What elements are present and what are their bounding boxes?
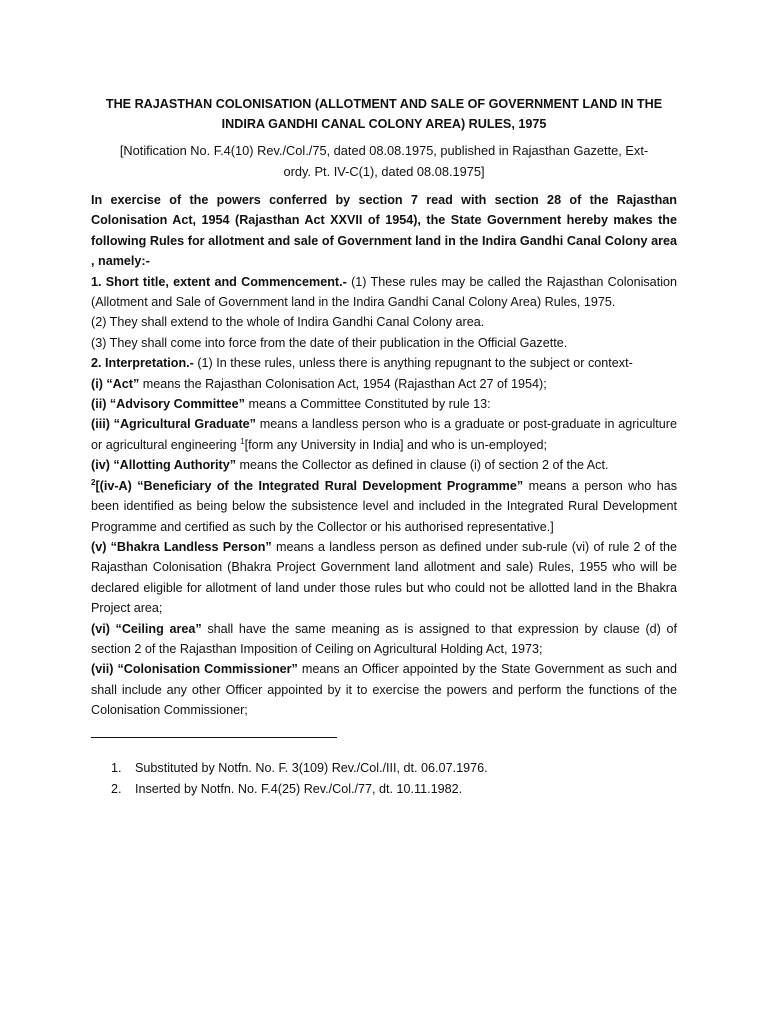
definition-vii-text: means an Officer appointed by the State Government as such and shall include any other Officer appointed by it to exercise the powers and perform the functions of the Colonisation Commissioner;: [91, 662, 678, 718]
definition-iii: [91, 414, 677, 455]
definition-vi-text: shall have the same meaning as is assigned to that expression by clause (d) of section 2 of the Rajasthan Imposition of Ceiling on Agricultural Holding Act, 1973;: [91, 621, 677, 656]
document-title: [91, 94, 677, 134]
footnotes-list: [111, 758, 677, 800]
rule-2-heading: 2. Interpretation.-: [91, 356, 194, 371]
title-line-2: INDIRA GANDHI CANAL COLONY AREA) RULES, 1975: [221, 117, 547, 131]
preamble: In exercise of the powers conferred by section 7 read with section 28 of the Rajasthan Colonisation Act, 1954 (Rajasthan Act XXVII of 1954), the State Government hereby makes the following Rules for allotment and sale of Government land in the Indira Gandhi Canal Colony area , namely:-: [91, 193, 677, 269]
title-line-1: THE RAJASTHAN COLONISATION (ALLOTMENT AND SALE OF GOVERNMENT LAND IN THE: [105, 97, 663, 111]
footnote-item: [111, 758, 677, 779]
definition-i: [91, 374, 677, 394]
rule-1-text: (1) These rules may be called the Rajasthan Colonisation (Allotment and Sale of Government land in the Indira Gandhi Canal Colony Area) Rules, 1975.: [91, 274, 677, 310]
footnote-text: Substituted by Notfn. No. F. 3(109) Rev./Col./III, dt. 06.07.1976.: [135, 760, 488, 775]
rule-1-heading: 1. Short title, extent and Commencement.-: [91, 274, 347, 289]
notification-line-1: [Notification No. F.4(10) Rev./Col./75, dated 08.08.1975, published in Rajasthan Gazette, Ext-: [119, 143, 649, 158]
footnote-marker-1: 1: [240, 436, 245, 446]
definition-iv-a-text: means a person who has been identified as being below the subsistence level and included in the Integrated Rural Development Programme and certified as such by the Collector or his authorised representative.]: [91, 478, 678, 534]
definition-iv: [91, 455, 677, 475]
definition-vii: [91, 659, 677, 720]
footnote-number: 1.: [111, 760, 122, 775]
definition-iv-term: (iv) “Allotting Authority”: [91, 458, 237, 473]
rule-1: [91, 272, 677, 313]
definition-iii-term: (iii) “Agricultural Graduate”: [91, 417, 256, 432]
rule-1-sub-2: (2) They shall extend to the whole of Indira Gandhi Canal Colony area.: [91, 315, 485, 330]
definition-iv-a-term: [(iv-A) “Beneficiary of the Integrated Rural Development Programme”: [95, 478, 524, 493]
definition-iii-text: means a landless person who is a graduate or post-graduate in agriculture or agricultural engineering: [91, 417, 677, 452]
definition-v: [91, 537, 677, 619]
definition-vii-term: (vii) “Colonisation Commissioner”: [91, 662, 298, 677]
footnote-item: [111, 779, 677, 800]
definition-v-text: means a landless person as defined under sub-rule (vi) of rule 2 of the Rajasthan Colonisation (Bhakra Project Government land allotment and sale) Rules, 1955 who will be declared eligible for allotment of land under those rules but who could not be allotted land in the Bhakra Project area;: [91, 539, 677, 616]
definition-ii-text: means a Committee Constituted by rule 13:: [244, 397, 491, 412]
notification-line-2: ordy. Pt. IV-C(1), dated 08.08.1975]: [283, 164, 485, 179]
definition-ii: [91, 394, 677, 414]
footnote-text: Inserted by Notfn. No. F.4(25) Rev./Col./77, dt. 10.11.1982.: [135, 781, 463, 796]
footnote-separator: [91, 729, 337, 738]
notification-reference: [91, 140, 677, 182]
document-page: [91, 94, 677, 800]
rule-2-text: (1) In these rules, unless there is anything repugnant to the subject or context-: [193, 356, 633, 371]
definition-v-term: (v) “Bhakra Landless Person”: [91, 539, 272, 554]
definition-ii-term: (ii) “Advisory Committee”: [91, 397, 245, 412]
rule-2: [91, 353, 677, 373]
definition-iii-text-2: [form any University in India] and who is un-employed;: [244, 437, 547, 452]
definition-vi: [91, 619, 677, 660]
definition-i-text: means the Rajasthan Colonisation Act, 1954 (Rajasthan Act 27 of 1954);: [139, 376, 547, 391]
definition-iv-text: means the Collector as defined in clause (i) of section 2 of the Act.: [236, 458, 609, 473]
definition-i-term: (i) “Act”: [91, 376, 140, 391]
definition-vi-term: (vi) “Ceiling area”: [91, 621, 202, 636]
definition-iv-a: [91, 476, 677, 537]
footnote-marker-2: 2: [91, 477, 96, 487]
footnote-number: 2.: [111, 781, 122, 796]
rule-1-sub-3: (3) They shall come into force from the date of their publication in the Official Gazette.: [91, 335, 568, 350]
